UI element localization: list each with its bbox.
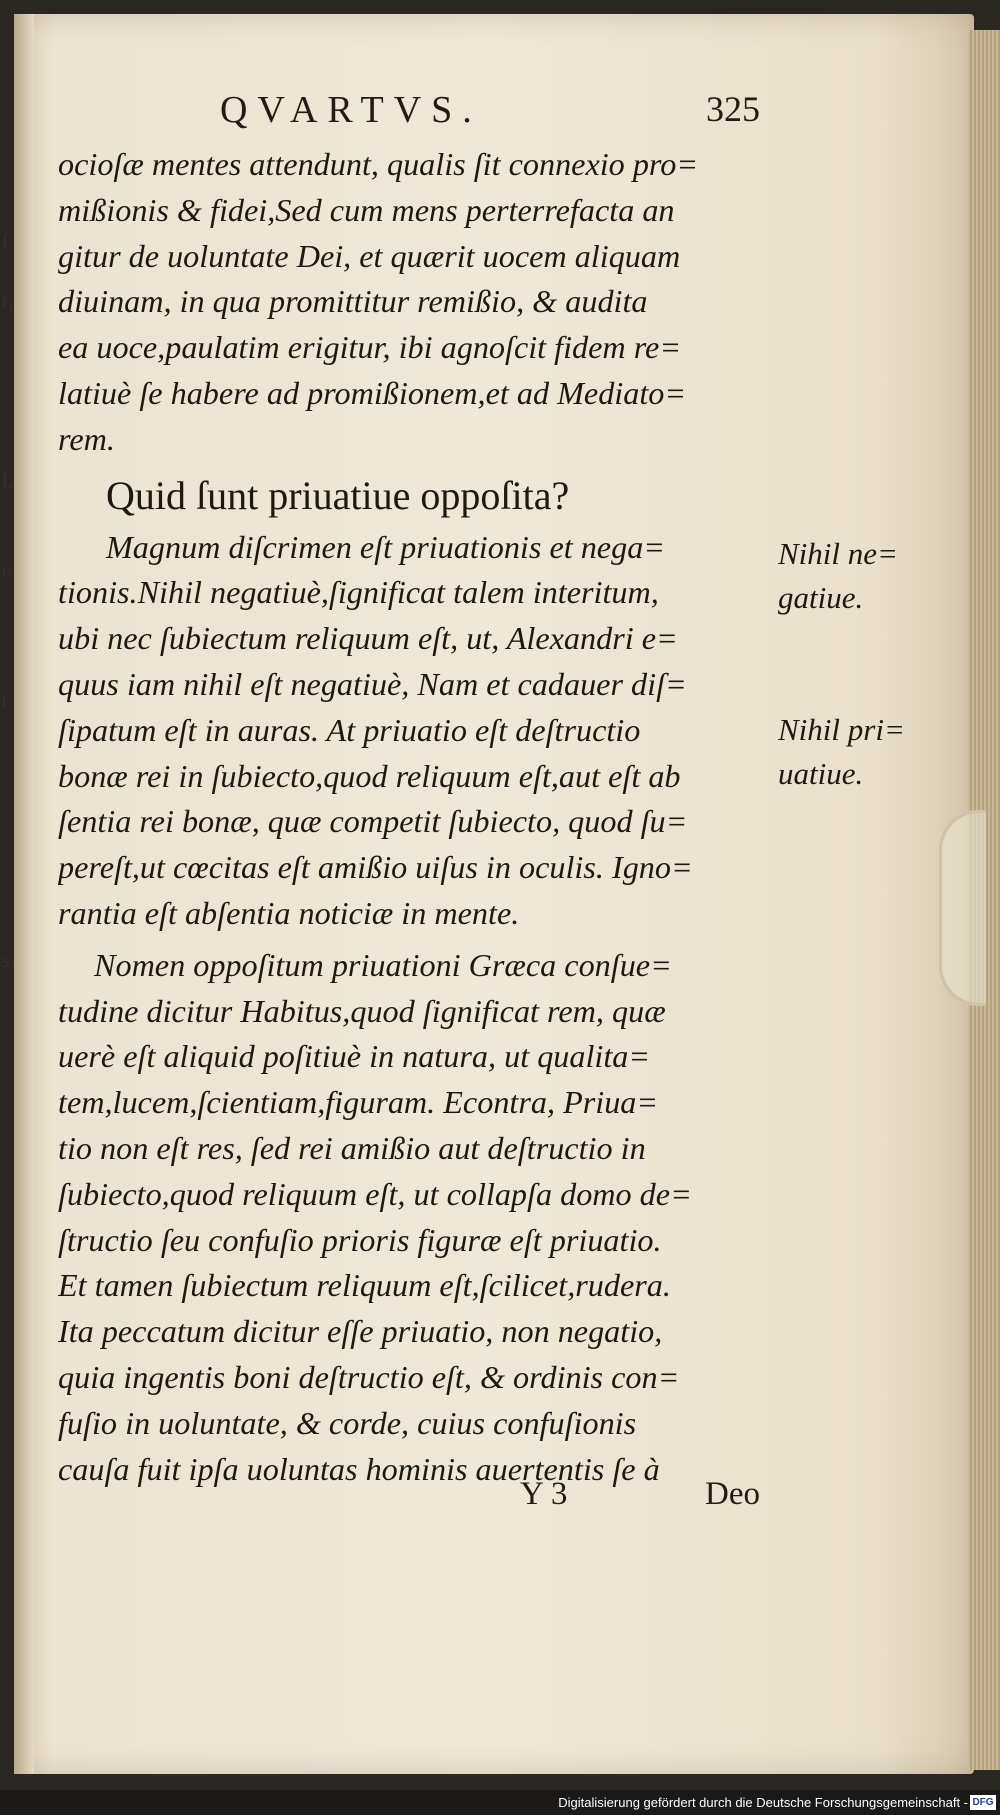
- text-line: gitur de uoluntate Dei, et quærit uocem aliquam: [58, 237, 681, 274]
- running-title: QVARTVS.: [220, 89, 482, 131]
- margin-note-line: Nihil pri=: [778, 712, 905, 747]
- text-line: Et tamen ſubiectum reliquum eſt,ſcilicet,rudera.: [58, 1267, 671, 1304]
- text-line: Nomen oppoſitum priuationi Græca conſue=: [94, 946, 672, 983]
- text-line: ſtructio ſeu confuſio prioris figuræ eſt priuatio.: [58, 1221, 662, 1258]
- bleed-through-mark: l,: [2, 470, 13, 492]
- bleed-through-mark: t: [2, 690, 8, 712]
- text-line: pereſt,ut cœcitas eſt amißio uiſus in oculis. Igno=: [58, 849, 693, 886]
- digitization-credit: Digitalisierung gefördert durch die Deutsche Forschungsgemeinschaft -: [558, 1795, 968, 1810]
- page-number: 325: [706, 89, 760, 129]
- margin-note-priuatiue: [778, 708, 905, 796]
- text-line: ſubiecto,quod reliquum eſt, ut collapſa domo de=: [58, 1175, 692, 1212]
- margin-note-line: Nihil ne=: [778, 536, 898, 571]
- page-header: [60, 88, 760, 138]
- main-text: [58, 142, 768, 1492]
- bleed-through-mark: s: [2, 950, 10, 972]
- text-line: mißionis & fidei,Sed cum mens perterrefacta an: [58, 191, 675, 228]
- page-footer: [520, 1476, 760, 1522]
- margin-note-line: gatiue.: [778, 580, 864, 615]
- page-clip: [939, 810, 986, 1006]
- margin-note-line: uatiue.: [778, 756, 864, 791]
- dfg-logo: DFG: [970, 1795, 996, 1810]
- margin-note-negatiue: [778, 532, 898, 620]
- text-line: rantia eſt abſentia noticiæ in mente.: [58, 894, 520, 931]
- text-line: tudine dicitur Habitus,quod ſignificat rem, quæ: [58, 992, 666, 1029]
- text-line: uerè eſt aliquid poſitiuè in natura, ut qualita=: [58, 1038, 651, 1075]
- signature-mark: Y 3: [520, 1476, 568, 1512]
- text-line: rem.: [58, 420, 115, 457]
- text-line: tem,lucem,ſcientiam,figuram. Econtra, Priua=: [58, 1084, 659, 1121]
- text-line: diuinam, in qua promittitur remißio, & audita: [58, 283, 648, 320]
- text-line: quia ingentis boni deſtructio eſt, & ordinis con=: [58, 1358, 680, 1395]
- catchword: Deo: [705, 1476, 760, 1512]
- text-line: Ita peccatum dicitur eſſe priuatio, non negatio,: [58, 1313, 663, 1350]
- text-line: ea uoce,paulatim erigitur, ibi agnoſcit fidem re=: [58, 329, 682, 366]
- text-line: quus iam nihil eſt negatiuè, Nam et cadauer diſ=: [58, 665, 687, 702]
- text-line: latiuè ſe habere ad promißionem,et ad Mediato=: [58, 374, 687, 411]
- text-line: bonæ rei in ſubiecto,quod reliquum eſt,aut eſt ab: [58, 757, 681, 794]
- text-line: tionis.Nihil negatiuè,ſignificat talem interitum,: [58, 574, 659, 611]
- text-line: fuſio in uoluntate, & corde, cuius confuſionis: [58, 1404, 637, 1441]
- bleed-through-mark: r,: [2, 290, 13, 312]
- text-line: cauſa fuit ipſa uoluntas hominis auertentis ſe à: [58, 1450, 660, 1487]
- section-heading: Quid ſunt priuatiue oppoſita?: [106, 472, 570, 518]
- text-line: ocioſæ mentes attendunt, qualis ſit connexio pro=: [58, 146, 699, 182]
- page-gutter: [14, 14, 34, 1774]
- text-line: ubi nec ſubiectum reliquum eſt, ut, Alexandri e=: [58, 620, 678, 657]
- text-line: ſentia rei bonæ, quæ competit ſubiecto, quod ſu=: [58, 803, 688, 840]
- bleed-through-mark: o: [2, 560, 12, 582]
- text-line: ſipatum eſt in auras. At priuatio eſt deſtructio: [58, 711, 641, 748]
- credit-bar: [0, 1790, 1000, 1815]
- bleed-through-mark: ſ: [2, 230, 8, 252]
- text-line: tio non eſt res, ſed rei amißio aut deſtructio in: [58, 1129, 646, 1166]
- text-line: Magnum diſcrimen eſt priuationis et nega=: [106, 528, 666, 565]
